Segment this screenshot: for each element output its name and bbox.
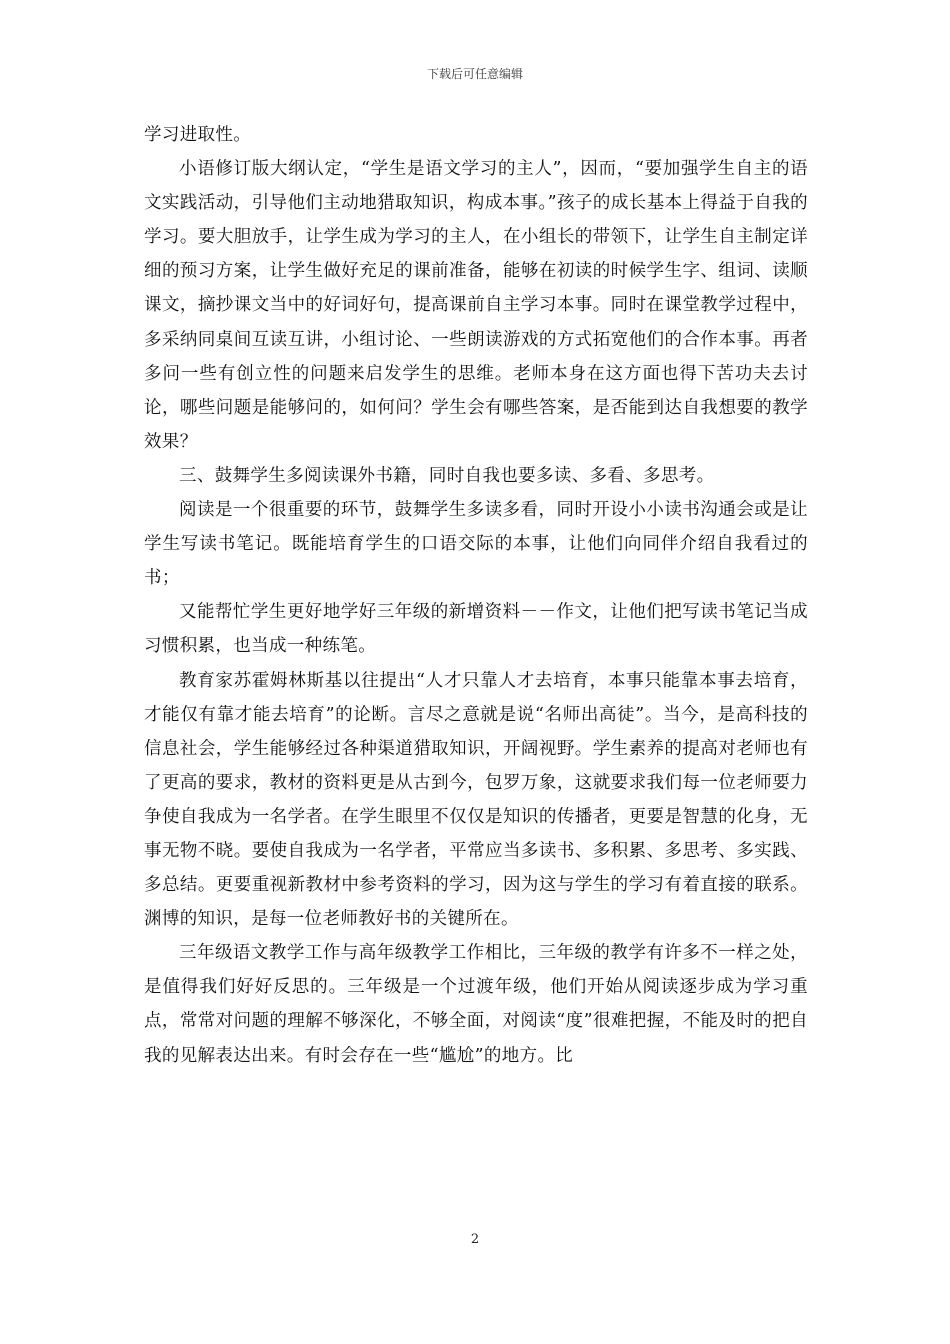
paragraph-1: 学习进取性。 [144, 125, 252, 145]
paragraph-3-heading: 三、鼓舞学生多阅读课外书籍，同时自我也要多读、多看、多思考。 [179, 465, 715, 486]
paragraph-5: 又能帮忙学生更好地学好三年级的新增资料－－作文，让他们把写读书笔记当成习惯积累，也当成一种练笔。 [144, 602, 808, 657]
page-header: 下载后可任意编辑 [426, 67, 523, 81]
page-number: 2 [470, 1232, 480, 1247]
document-body [144, 118, 808, 1073]
paragraph-6: 教育家苏霍姆林斯基以往提出“人才只靠人才去培育，本事只能靠本事去培育，才能仅有靠才能去培育”的论断。言尽之意就是说“名师出高徒”。当今，是高科技的信息社会，学生能够经过各种渠道猎取知识，开阔视野。学生素养的提高对老师也有了更高的要求，教材的资料更是从古到今，包罗万象，这就要求我们每一位老师要力争使自我成为一名学者。在学生眼里不仅仅是知识的传播者，更要是智慧的化身，无事无物不晓。要使自我成为一名学者，平常应当多读书、多积累、多思考、多实践、多总结。更要重视新教材中参考资料的学习，因为这与学生的学习有着直接的联系。渊博的知识，是每一位老师教好书的关键所在。 [144, 670, 808, 930]
paragraph-4: 阅读是一个很重要的环节，鼓舞学生多读多看，同时开设小小读书沟通会或是让学生写读书笔记。既能培育学生的口语交际的本事，让他们向同伴介绍自我看过的书； [144, 500, 808, 589]
paragraph-7: 三年级语文教学工作与高年级教学工作相比，三年级的教学有许多不一样之处，是值得我们好好反思的。三年级是一个过渡年级，他们开始从阅读逐步成为学习重点，常常对问题的理解不够深化，不够全面，对阅读“度”很难把握，不能及时的把自我的见解表达出来。有时会存在一些“尴尬”的地方。比 [144, 943, 808, 1066]
paragraph-2: 小语修订版大纲认定，“学生是语文学习的主人”，因而，“要加强学生自主的语文实践活动，引导他们主动地猎取知识，构成本事。”孩子的成长基本上得益于自我的学习。要大胆放手，让学生成为学习的主人，在小组长的带领下，让学生自主制定详细的预习方案，让学生做好充足的课前准备，能够在初读的时候学生字、组词、读顺课文，摘抄课文当中的好词好句，提高课前自主学习本事。同时在课堂教学过程中，多采纳同桌间互读互讲，小组讨论、一些朗读游戏的方式拓宽他们的合作本事。再者多问一些有创立性的问题来启发学生的思维。老师本身在这方面也得下苦功夫去讨论，哪些问题是能够问的，如何问？学生会有哪些答案，是否能到达自我想要的教学效果？ [144, 159, 808, 452]
